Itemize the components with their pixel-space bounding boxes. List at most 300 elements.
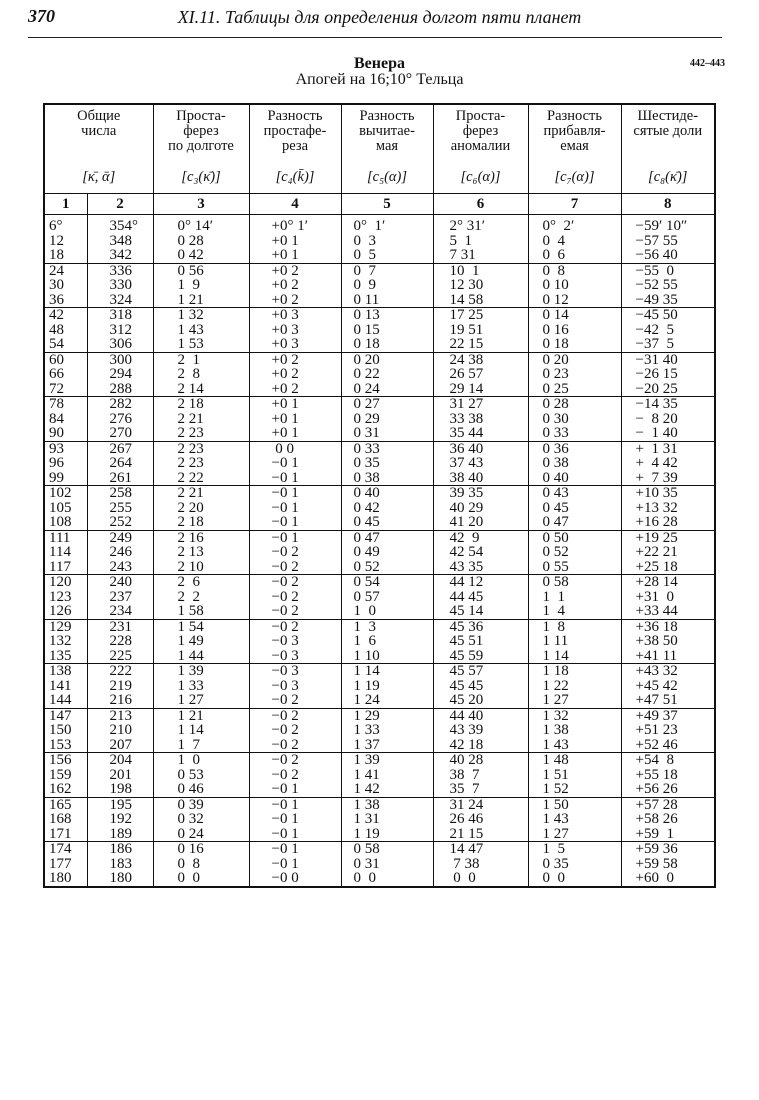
table-cell: 42 9	[433, 530, 528, 545]
table-cell: 96	[44, 456, 87, 471]
table-cell: +51 23	[621, 723, 715, 738]
table-cell: −0 2	[249, 604, 341, 619]
table-cell: 43 39	[433, 723, 528, 738]
table-row	[44, 664, 715, 679]
row-group	[44, 664, 715, 709]
table-cell: 1 11	[528, 634, 621, 649]
table-cell: 0 38	[528, 456, 621, 471]
table-cell: −55 0	[621, 263, 715, 278]
table-cell: 252	[87, 515, 153, 530]
table-cell: +59 1	[621, 827, 715, 842]
table-cell: 354°	[87, 219, 153, 234]
table-cell: +31 0	[621, 590, 715, 605]
table-cell: 1 18	[528, 664, 621, 679]
table-row	[44, 871, 715, 887]
table-row	[44, 486, 715, 501]
table-cell: 42	[44, 308, 87, 323]
table-row	[44, 782, 715, 797]
table-cell: 276	[87, 412, 153, 427]
table-cell: 0 27	[341, 397, 433, 412]
table-cell: 1 27	[528, 693, 621, 708]
table-row	[44, 545, 715, 560]
table-cell: 1 19	[341, 827, 433, 842]
table-cell: +0 1	[249, 412, 341, 427]
table-row	[44, 397, 715, 412]
table-row	[44, 441, 715, 456]
table-row	[44, 634, 715, 649]
table-cell: 0 30	[528, 412, 621, 427]
table-cell: 29 14	[433, 382, 528, 397]
table-cell: 231	[87, 619, 153, 634]
table-cell: −0 1	[249, 827, 341, 842]
table-cell: 0 16	[528, 323, 621, 338]
table-cell: 2 16	[153, 530, 249, 545]
row-group	[44, 486, 715, 531]
row-group	[44, 842, 715, 887]
table-cell: +54 8	[621, 753, 715, 768]
table-cell: +0 2	[249, 293, 341, 308]
table-row	[44, 234, 715, 249]
table-cell: 0 13	[341, 308, 433, 323]
table-cell: 42 18	[433, 738, 528, 753]
table-cell: +47 51	[621, 693, 715, 708]
row-group	[44, 575, 715, 620]
table-cell: 38 7	[433, 768, 528, 783]
column-number: 8	[621, 194, 715, 215]
column-header-label: Разность прибавля- емая	[543, 108, 606, 154]
table-cell: 1 0	[153, 753, 249, 768]
table-row	[44, 768, 715, 783]
table-cell: −0 1	[249, 842, 341, 857]
table-cell: 198	[87, 782, 153, 797]
table-cell: 117	[44, 560, 87, 575]
table-cell: 24	[44, 263, 87, 278]
table-cell: 225	[87, 649, 153, 664]
table-cell: 165	[44, 797, 87, 812]
table-cell: 2 1	[153, 352, 249, 367]
row-group	[44, 441, 715, 486]
table-cell: 162	[44, 782, 87, 797]
table-cell: −0 2	[249, 693, 341, 708]
table-cell: 1 50	[528, 797, 621, 812]
table-cell: +0 3	[249, 308, 341, 323]
table-cell: 294	[87, 367, 153, 382]
table-row	[44, 323, 715, 338]
table-cell: 2 6	[153, 575, 249, 590]
table-row	[44, 456, 715, 471]
table-cell: 348	[87, 234, 153, 249]
table-cell: 1 22	[528, 679, 621, 694]
table-cell: 7 38	[433, 857, 528, 872]
table-cell: 1 29	[341, 708, 433, 723]
table-cell: 2 8	[153, 367, 249, 382]
table-cell: 0 16	[153, 842, 249, 857]
row-group	[44, 352, 715, 397]
table-cell: 0 5	[341, 248, 433, 263]
table-cell: 1 43	[153, 323, 249, 338]
table-cell: 1 32	[153, 308, 249, 323]
table-row	[44, 426, 715, 441]
column-header-symbol: [c₃(κ̄)]	[181, 169, 221, 185]
table-cell: 40 28	[433, 753, 528, 768]
column-header	[44, 104, 153, 194]
table-cell: 216	[87, 693, 153, 708]
table-cell: +13 32	[621, 501, 715, 516]
column-number: 7	[528, 194, 621, 215]
table-cell: 1 0	[341, 604, 433, 619]
table-cell: 0 7	[341, 263, 433, 278]
table-cell: 0 43	[528, 486, 621, 501]
table-cell: 0 49	[341, 545, 433, 560]
table-cell: +59 36	[621, 842, 715, 857]
column-header-symbol: [c₆(α)]	[460, 169, 501, 185]
table-cell: 222	[87, 664, 153, 679]
table-cell: 10 1	[433, 263, 528, 278]
table-cell: −0 2	[249, 753, 341, 768]
table-cell: −0 1	[249, 515, 341, 530]
table-cell: 0 55	[528, 560, 621, 575]
table-cell: 42 54	[433, 545, 528, 560]
table-cell: −0 3	[249, 649, 341, 664]
table-cell: 0 54	[341, 575, 433, 590]
table-row	[44, 723, 715, 738]
column-header-label: Шестиде- сятые доли	[633, 108, 703, 139]
column-header-symbol: [κ̄, ᾱ]	[82, 169, 116, 185]
table-subtitle: Апогей на 16;10° Тельца	[295, 71, 464, 88]
table-cell: 180	[44, 871, 87, 887]
table-cell: 270	[87, 426, 153, 441]
table-cell: 1 24	[341, 693, 433, 708]
table-cell: 78	[44, 397, 87, 412]
table-cell: −49 35	[621, 293, 715, 308]
table-cell: −31 40	[621, 352, 715, 367]
table-cell: 0 8	[528, 263, 621, 278]
table-row	[44, 812, 715, 827]
table-cell: +57 28	[621, 797, 715, 812]
table-cell: 1 49	[153, 634, 249, 649]
table-row	[44, 590, 715, 605]
table-cell: −59′ 10″	[621, 219, 715, 234]
table-cell: 1 7	[153, 738, 249, 753]
table-row	[44, 679, 715, 694]
table-cell: 0 46	[153, 782, 249, 797]
table-cell: +59 58	[621, 857, 715, 872]
column-number: 6	[433, 194, 528, 215]
table-cell: 1 52	[528, 782, 621, 797]
table-row	[44, 857, 715, 872]
table-cell: 18	[44, 248, 87, 263]
table-cell: 114	[44, 545, 87, 560]
table-cell: 0 24	[153, 827, 249, 842]
table-cell: 1 10	[341, 649, 433, 664]
table-cell: 0° 1′	[341, 219, 433, 234]
table-cell: 35 7	[433, 782, 528, 797]
table-cell: 14 58	[433, 293, 528, 308]
table-cell: 123	[44, 590, 87, 605]
table-cell: −57 55	[621, 234, 715, 249]
table-cell: −0 2	[249, 708, 341, 723]
table-cell: +60 0	[621, 871, 715, 887]
table-cell: 177	[44, 857, 87, 872]
table-row	[44, 278, 715, 293]
column-header	[621, 104, 715, 194]
table-cell: −14 35	[621, 397, 715, 412]
table-row	[44, 693, 715, 708]
table-cell: 261	[87, 471, 153, 486]
table-cell: −0 2	[249, 738, 341, 753]
table-row	[44, 471, 715, 486]
table-cell: 0 52	[528, 545, 621, 560]
table-cell: 0 25	[528, 382, 621, 397]
table-cell: 0 58	[341, 842, 433, 857]
table-cell: +43 32	[621, 664, 715, 679]
table-cell: 0 33	[341, 441, 433, 456]
table-cell: 12 30	[433, 278, 528, 293]
table-cell: 0 40	[528, 471, 621, 486]
table-cell: 1 39	[153, 664, 249, 679]
table-cell: 264	[87, 456, 153, 471]
table-cell: 99	[44, 471, 87, 486]
table-cell: −0 1	[249, 782, 341, 797]
table-row	[44, 827, 715, 842]
table-cell: 0 11	[341, 293, 433, 308]
table-row	[44, 352, 715, 367]
column-number: 5	[341, 194, 433, 215]
table-cell: +25 18	[621, 560, 715, 575]
table-cell: 31 24	[433, 797, 528, 812]
table-cell: 219	[87, 679, 153, 694]
reference-number: 442–443	[690, 58, 725, 69]
table-cell: 0 14	[528, 308, 621, 323]
table-row	[44, 738, 715, 753]
table-cell: 0 3	[341, 234, 433, 249]
table-cell: 1 48	[528, 753, 621, 768]
column-header-label: Разность простафе- реза	[263, 108, 327, 154]
table-cell: 150	[44, 723, 87, 738]
column-header-symbol: [c₅(α)]	[366, 169, 408, 185]
table-cell: −0 2	[249, 560, 341, 575]
table-cell: −0 2	[249, 590, 341, 605]
table-cell: 45 57	[433, 664, 528, 679]
table-cell: 2 20	[153, 501, 249, 516]
column-header	[341, 104, 433, 194]
table-row	[44, 604, 715, 619]
table-cell: 1 1	[528, 590, 621, 605]
table-cell: 0 22	[341, 367, 433, 382]
table-cell: 249	[87, 530, 153, 545]
table-cell: 0 45	[341, 515, 433, 530]
table-cell: 255	[87, 501, 153, 516]
table-cell: 237	[87, 590, 153, 605]
table-cell: 0 0	[341, 871, 433, 887]
table-cell: 1 43	[528, 738, 621, 753]
table-row	[44, 797, 715, 812]
table-row	[44, 753, 715, 768]
table-cell: 0 52	[341, 560, 433, 575]
table-cell: 129	[44, 619, 87, 634]
table-cell: −0 1	[249, 857, 341, 872]
table-cell: 0° 2′	[528, 219, 621, 234]
table-cell: 267	[87, 441, 153, 456]
table-row	[44, 293, 715, 308]
table-cell: −26 15	[621, 367, 715, 382]
table-cell: 108	[44, 515, 87, 530]
table-row	[44, 308, 715, 323]
table-cell: 312	[87, 323, 153, 338]
table-cell: +0 3	[249, 323, 341, 338]
table-cell: −0 1	[249, 456, 341, 471]
table-cell: 171	[44, 827, 87, 842]
table-row	[44, 619, 715, 634]
table-cell: 0 6	[528, 248, 621, 263]
table-cell: 2 23	[153, 441, 249, 456]
table-cell: +0 2	[249, 352, 341, 367]
table-row	[44, 337, 715, 352]
table-cell: +0 2	[249, 382, 341, 397]
table-cell: −0 2	[249, 723, 341, 738]
table-cell: 0 4	[528, 234, 621, 249]
table-cell: +0 1	[249, 397, 341, 412]
table-cell: 5 1	[433, 234, 528, 249]
table-row	[44, 382, 715, 397]
table-cell: − 1 40	[621, 426, 715, 441]
table-cell: 0° 14′	[153, 219, 249, 234]
table-cell: −0 2	[249, 575, 341, 590]
table-cell: +10 35	[621, 486, 715, 501]
table-cell: 300	[87, 352, 153, 367]
table-row	[44, 530, 715, 545]
table-cell: 1 5	[528, 842, 621, 857]
table-cell: 2 18	[153, 515, 249, 530]
table-cell: 135	[44, 649, 87, 664]
column-header-symbol: [c₈(κ̄)]	[648, 169, 688, 185]
table-cell: 2 13	[153, 545, 249, 560]
table-cell: 282	[87, 397, 153, 412]
table-cell: 210	[87, 723, 153, 738]
table-cell: 1 37	[341, 738, 433, 753]
table-cell: +0 2	[249, 263, 341, 278]
table-cell: 21 15	[433, 827, 528, 842]
table-cell: 1 32	[528, 708, 621, 723]
table-row	[44, 248, 715, 263]
table-cell: 2 14	[153, 382, 249, 397]
table-row	[44, 367, 715, 382]
venus-longitude-table	[43, 103, 716, 888]
table-cell: 0 38	[341, 471, 433, 486]
table-cell: 54	[44, 337, 87, 352]
table-cell: −0 1	[249, 471, 341, 486]
table-cell: −0 2	[249, 545, 341, 560]
column-number: 4	[249, 194, 341, 215]
table-cell: 111	[44, 530, 87, 545]
table-cell: 0 15	[341, 323, 433, 338]
table-cell: 0 35	[341, 456, 433, 471]
table-cell: 288	[87, 382, 153, 397]
running-head: XI.11. Таблицы для определения долгот пяти планет	[177, 7, 582, 27]
table-cell: +36 18	[621, 619, 715, 634]
table-cell: +52 46	[621, 738, 715, 753]
row-group	[44, 753, 715, 798]
table-cell: 180	[87, 871, 153, 887]
table-cell: 36 40	[433, 441, 528, 456]
table-cell: 240	[87, 575, 153, 590]
table-cell: −0 1	[249, 797, 341, 812]
table-cell: 141	[44, 679, 87, 694]
table-cell: 2 23	[153, 426, 249, 441]
table-cell: 2 10	[153, 560, 249, 575]
table-cell: 228	[87, 634, 153, 649]
table-cell: 30	[44, 278, 87, 293]
table-cell: 2 23	[153, 456, 249, 471]
table-cell: −56 40	[621, 248, 715, 263]
table-cell: 35 44	[433, 426, 528, 441]
table-cell: 0 31	[341, 857, 433, 872]
table-cell: 0 0	[249, 441, 341, 456]
column-header-symbol: [c₄(k̄)]	[275, 169, 315, 185]
table-cell: 0 12	[528, 293, 621, 308]
row-group	[44, 797, 715, 842]
column-number: 1	[44, 194, 87, 215]
table-cell: 0 53	[153, 768, 249, 783]
table-cell: 336	[87, 263, 153, 278]
column-number-row	[44, 194, 715, 215]
table-cell: 0 47	[528, 515, 621, 530]
table-cell: 0 33	[528, 426, 621, 441]
table-cell: 2 2	[153, 590, 249, 605]
table-cell: +19 25	[621, 530, 715, 545]
table-cell: +0 1	[249, 248, 341, 263]
table-cell: 39 35	[433, 486, 528, 501]
column-header-symbol: [c₇(α)]	[554, 169, 595, 185]
table-cell: 12	[44, 234, 87, 249]
column-header-label: Проста- ферез по долготе	[168, 108, 234, 154]
table-cell: 2 21	[153, 486, 249, 501]
table-cell: 14 47	[433, 842, 528, 857]
table-cell: 0 42	[341, 501, 433, 516]
column-header-label: Проста- ферез аномалии	[450, 108, 511, 154]
table-cell: 93	[44, 441, 87, 456]
table-cell: 324	[87, 293, 153, 308]
table-cell: 159	[44, 768, 87, 783]
table-cell: 19 51	[433, 323, 528, 338]
table-row	[44, 575, 715, 590]
column-number: 2	[87, 194, 153, 215]
table-cell: 0 0	[433, 871, 528, 887]
table-cell: 1 6	[341, 634, 433, 649]
table-cell: −42 5	[621, 323, 715, 338]
table-row	[44, 708, 715, 723]
table-cell: −0 0	[249, 871, 341, 887]
table-cell: 102	[44, 486, 87, 501]
table-cell: 22 15	[433, 337, 528, 352]
table-cell: 186	[87, 842, 153, 857]
table-cell: 72	[44, 382, 87, 397]
table-cell: 144	[44, 693, 87, 708]
table-cell: 41 20	[433, 515, 528, 530]
table-cell: 0 8	[153, 857, 249, 872]
table-cell: +22 21	[621, 545, 715, 560]
table-cell: 45 14	[433, 604, 528, 619]
table-cell: 84	[44, 412, 87, 427]
column-header	[433, 104, 528, 194]
table-cell: +58 26	[621, 812, 715, 827]
table-cell: 192	[87, 812, 153, 827]
table-cell: +41 11	[621, 649, 715, 664]
table-cell: +16 28	[621, 515, 715, 530]
table-cell: 37 43	[433, 456, 528, 471]
table-cell: 1 14	[153, 723, 249, 738]
table-cell: 90	[44, 426, 87, 441]
